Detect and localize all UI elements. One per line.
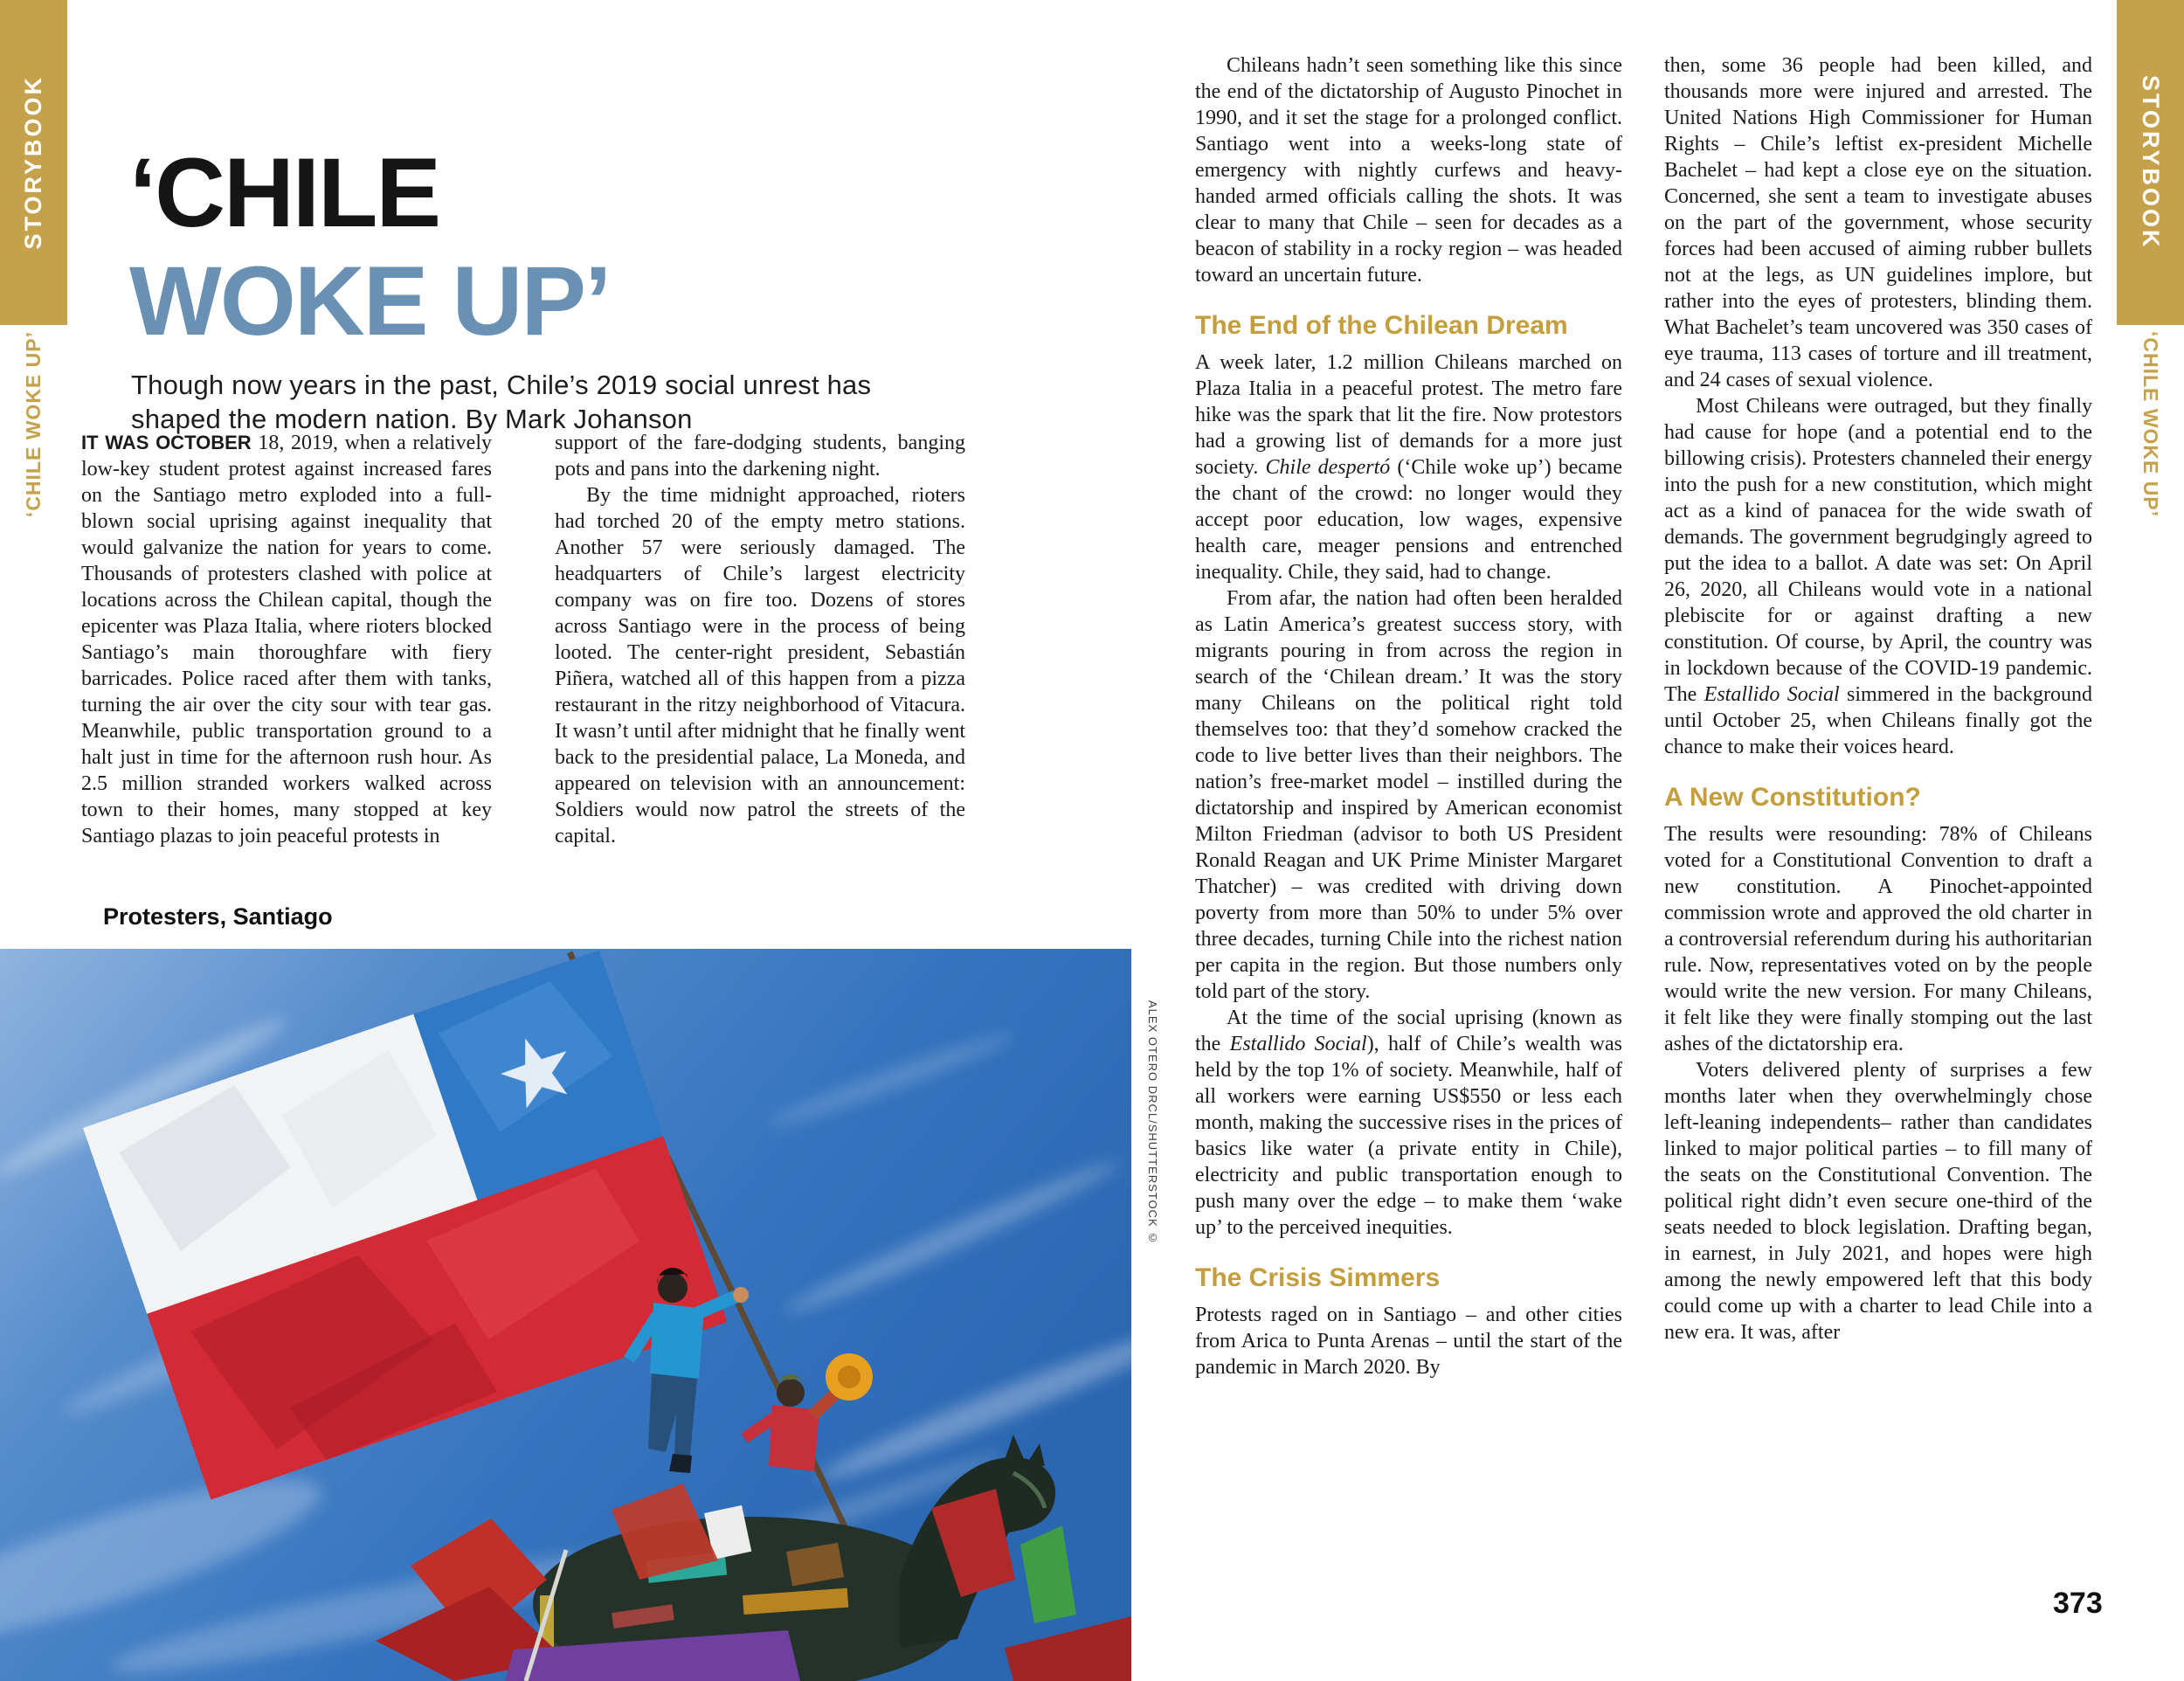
page-title: [129, 139, 610, 356]
page-title-line2: WOKE UP’: [129, 246, 611, 356]
photo-credit: ALEX OTERO DRCL/SHUTTERSTOCK ©: [1146, 1000, 1159, 1246]
body-column-3: [1195, 52, 1622, 1644]
body-paragraph: A week later, 1.2 million Chileans marched on Plaza Italia in a peaceful protest. The metro fare hike was the spark that lit the fire. Now protestors had a growing list of demands for a more just society. Chile despertó (‘Chile woke up’) became the chant of the crowd: no longer would they accept poor education, low wages, expensive health care, meager pensions and entrenched inequality. Chile, they said, had to change.: [1195, 351, 1622, 584]
body-paragraph: At the time of the social uprising (known as the Estallido Social), half of Chile’s wealth was held by the top 1% of society. Meanwhile, half of all workers were earning US$550 or less each month, making the successive rises in the prices of basics like water (a private entity in Chile), electricity and public transportation enough to push many over the edge – to make them ‘wake up’ to the perceived inequities.: [1195, 1007, 1622, 1239]
standfirst: Though now years in the past, Chile’s 2019 social unrest has shaped the modern nation. By Mark Johanson: [131, 370, 872, 434]
chapter-rail-text: ‘CHILE WOKE UP’: [22, 330, 45, 518]
body-column-4: [1664, 52, 2092, 1644]
body-paragraph: Most Chileans were outraged, but they finally had cause for hope (and a potential end to the billowing crisis). Protesters channeled their energy into the push for a new constitution, which might act as a kind of panacea for the wide swath of demands. The government begrudgingly agreed to put the idea to a ballot. A date was set: On April 26, 2020, all Chileans would vote in a national plebiscite for or against drafting a new constitution. Of course, by April, the country was in lockdown because of the COVID-19 pandemic. The Estallido Social simmered in the background until October 25, when Chileans finally got the chance to make their voices heard.: [1664, 395, 2092, 758]
protest-photo: [0, 949, 1131, 1681]
page-title-line1: ‘CHILE: [129, 138, 440, 248]
chapter-rail-text: ‘CHILE WOKE UP’: [2139, 330, 2162, 518]
body-paragraph: From afar, the nation had often been heralded as Latin America’s greatest success story, with migrants pouring in from across the region in search of the ‘Chilean dream.’ It was the story many Chileans on the political right told themselves too: that they’d somehow cracked the code to live better lives than their neighbors. The nation’s free-market model – instilled during the dictatorship and inspired by American economist Milton Friedman (advisor to both US President Ronald Reagan and UK Prime Minister Margaret Thatcher) – was credited with driving down poverty from more than 50% to under 5% over three decades, turning Chile into the richest nation per capita in the region. But those numbers only told part of the story.: [1195, 587, 1622, 1003]
body-paragraph: IT WAS OCTOBER 18, 2019, when a relatively low-key student protest against increased fares on the Santiago metro exploded into a full-blown social uprising against inequality that would galvanize the nation for years to come. Thousands of protesters clashed with police at locations across the Chilean capital, though the epicenter was Plaza Italia, where rioters blocked Santiago’s main thoroughfare with fiery barricades. Police raced after them with tanks, turning the air over the city sour with tear gas. Meanwhile, public transportation ground to a halt just in time for the afternoon rush hour. As 2.5 million stranded workers walked across town to their homes, many stopped at key Santiago plazas to join peaceful protests in: [81, 432, 492, 847]
section-heading: A New Constitution?: [1664, 783, 1921, 812]
chapter-rail-label-left: [0, 330, 67, 518]
body-paragraph: By the time midnight approached, rioters had torched 20 of the empty metro stations. Another 57 were seriously damaged. The headquarters of Chile’s largest electricity company was on fire too. Dozens of stores across Santiago were in the process of being looted. The center-right president, Sebastián Piñera, watched all of this happen from a pizza restaurant in the ritzy neighborhood of Vitacura. It wasn’t until after midnight that he finally went back to the presidential palace, La Moneda, and appeared on television with an announcement: Soldiers would now patrol the streets of the capital.: [555, 484, 965, 847]
body-paragraph: Voters delivered plenty of surprises a few months later when they overwhelmingly chose left-leaning independents– rather than candidates linked to major political parties – to fill many of the seats on the Constitutional Convention. The political right didn’t even secure one-third of the seats needed to block legislation. Drafting began, in earnest, in July 2021, and hopes were high among the newly empowered left that this body could come up with a charter to lead Chile into a new era. It was, after: [1664, 1059, 2092, 1344]
section-heading: The End of the Chilean Dream: [1195, 311, 1568, 340]
body-paragraph: Chileans hadn’t seen something like this since the end of the dictatorship of Augusto Pinochet in 1990, and it set the stage for a prolonged conflict. Santiago went into a weeks-long state of emergency with nightly curfews and heavy-handed armed officials calling the shots. It was clear to many that Chile – seen for decades as a beacon of stability in a rocky region – was headed toward an uncertain future.: [1195, 54, 1622, 287]
storybook-tab-right: [2117, 0, 2184, 325]
body-paragraph: support of the fare-dodging students, banging pots and pans into the darkening night.: [555, 432, 965, 481]
storybook-tab-label: STORYBOOK: [20, 75, 46, 250]
section-heading: The Crisis Simmers: [1195, 1263, 1441, 1292]
body-paragraph: Protests raged on in Santiago – and other cities from Arica to Punta Arenas – until the start of the pandemic in March 2020. By: [1195, 1304, 1622, 1379]
chapter-rail-label-right: [2117, 330, 2184, 518]
body-paragraph: The results were resounding: 78% of Chileans voted for a Constitutional Convention to draft a new constitution. A Pinochet-appointed commission wrote and approved the old charter in a controversial referendum during his authoritarian rule. Now, representatives voted on by the people would write the new version. For many Chileans, it felt like they were finally stomping out the last ashes of the dictatorship era.: [1664, 823, 2092, 1055]
body-column-2: [555, 430, 965, 912]
body-paragraph: then, some 36 people had been killed, and thousands more were injured and arrested. The United Nations High Commissioner for Human Rights – Chile’s leftist ex-president Michelle Bachelet – had kept a close eye on the situation. Concerned, she sent a team to investigate abuses on the part of the government, whose security forces had been accused of aiming rubber bullets not at the legs, as UN guidelines implore, but rather into the eyes of protesters, blinding them. What Bachelet’s team uncovered was 350 cases of eye trauma, 113 cases of torture and ill treatment, and 24 cases of sexual violence.: [1664, 54, 2092, 391]
photo-caption: Protesters, Santiago: [103, 903, 333, 930]
page-number: 373: [2053, 1587, 2103, 1620]
body-column-1: [81, 430, 492, 912]
storybook-tab-left: [0, 0, 67, 325]
storybook-tab-label: STORYBOOK: [2138, 75, 2164, 250]
